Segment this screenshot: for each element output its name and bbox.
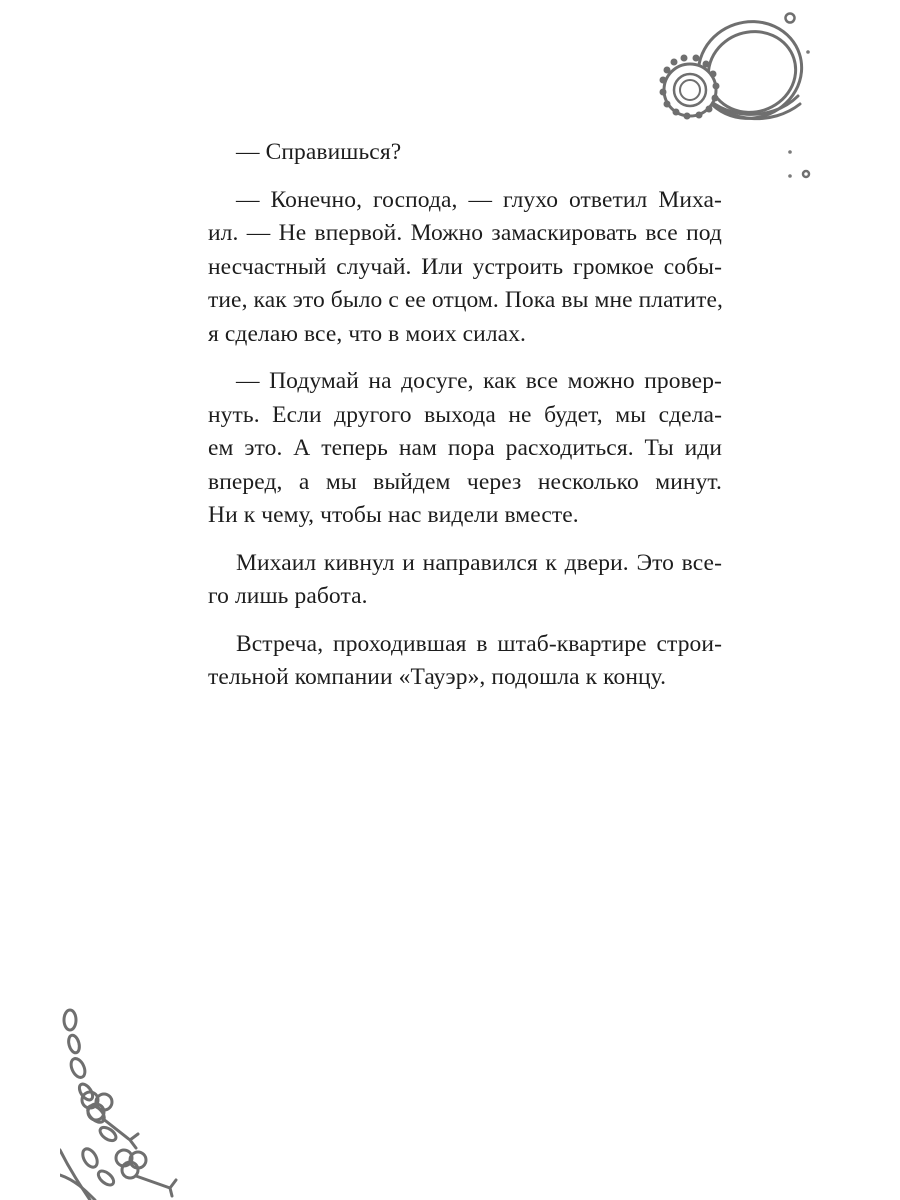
paragraph bbox=[208, 628, 722, 695]
page-text bbox=[208, 136, 722, 709]
text-line: ил. — Не впервой. Можно замаскировать все под bbox=[208, 220, 722, 246]
text-line: вперед, а мы выйдем через несколько минут. bbox=[208, 468, 722, 495]
paragraph bbox=[208, 184, 722, 352]
paragraph bbox=[208, 547, 722, 614]
paragraph bbox=[208, 136, 722, 170]
text-line: я сделаю все, что в моих силах. bbox=[208, 320, 527, 347]
text-line: несчастный случай. Или устроить громкое собы- bbox=[208, 253, 722, 280]
text-line: го лишь работа. bbox=[208, 583, 368, 609]
text-line: нуть. Если другого выхода не будет, мы сдела- bbox=[208, 401, 722, 428]
text-line: тельной компании «Тауэр», подошла к концу. bbox=[208, 664, 667, 690]
text-line: Встреча, проходившая в штаб-квартире строи- bbox=[236, 630, 722, 657]
text-line: — Конечно, господа, — глухо ответил Миха- bbox=[236, 186, 722, 213]
text-line: тие, как это было с ее отцом. Пока вы мне платите, bbox=[208, 287, 723, 313]
text-line: Михаил кивнул и направился к двери. Это все- bbox=[236, 549, 722, 576]
text-line: — Подумай на досуге, как все можно провер- bbox=[236, 368, 722, 394]
chain-with-keys-icon bbox=[60, 1000, 200, 1200]
text-line: — Справишься? bbox=[236, 139, 402, 165]
paragraph bbox=[208, 365, 722, 533]
text-line: ем это. А теперь нам пора расходиться. Ты иди bbox=[208, 435, 722, 461]
text-line: Ни к чему, чтобы нас видели вместе. bbox=[208, 502, 579, 528]
